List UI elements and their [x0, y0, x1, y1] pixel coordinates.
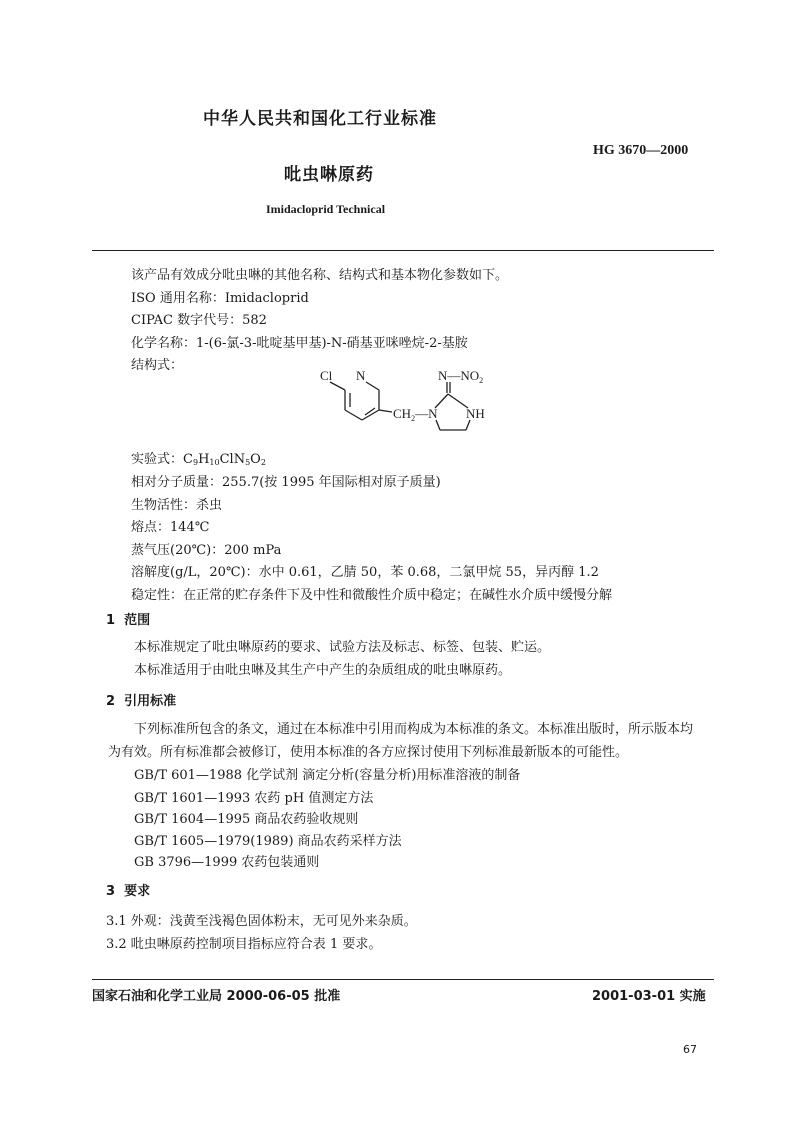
svg-text:N—NO2: [438, 368, 483, 385]
reference-item: GB/T 601—1988 化学试剂 滴定分析(容量分析)用标准溶液的制备: [134, 768, 521, 783]
section-3-heading: [106, 880, 150, 899]
section-2-para-line-1: 下列标准所包含的条文，通过在本标准中引用而构成为本标准的条文。本标准出版时，所示版本均: [134, 722, 694, 737]
chemical-name: 化学名称：1-(6-氯-3-吡啶基甲基)-N-硝基亚咪唑烷-2-基胺: [131, 336, 468, 351]
section-2-number: 2: [106, 694, 116, 709]
section-1-heading: [106, 609, 150, 628]
clause-3-1: 3.1 外观：浅黄至浅褐色固体粉末，无可见外来杂质。: [106, 914, 417, 929]
section-2-para-line-2: 为有效。所有标准都会被修订，使用本标准的各方应探讨使用下列标准最新版本的可能性。: [108, 745, 629, 760]
atom-n-no2: N—NO: [438, 368, 480, 383]
formula-label: 实验式：: [131, 452, 184, 467]
section-1-para-2: 本标准适用于由吡虫啉及其生产中产生的杂质组成的吡虫啉原药。: [134, 663, 512, 678]
intro-lead: 该产品有效成分吡虫啉的其他名称、结构式和基本物化参数如下。: [131, 268, 509, 283]
document-title-cn: 吡虫啉原药: [284, 165, 374, 185]
formula-o-sub: 2: [260, 458, 266, 467]
biological-activity: 生物活性：杀虫: [131, 498, 223, 513]
implementation-date: 2001-03-01 实施: [592, 989, 706, 1004]
vapor-pressure: 蒸气压(20℃)：200 mPa: [131, 543, 282, 558]
cipac-code: CIPAC 数字代号：582: [131, 313, 267, 328]
melting-point: 熔点：144℃: [131, 520, 210, 535]
page-number: 67: [683, 1043, 697, 1056]
formula-n-sub: 5: [245, 458, 251, 467]
clause-3-2: 3.2 吡虫啉原药控制项目指标应符合表 1 要求。: [106, 937, 382, 952]
standard-number: HG 3670—2000: [593, 143, 689, 158]
reference-item: GB 3796—1999 农药包装通则: [134, 855, 320, 870]
molecular-mass: 相对分子质量：255.7(按 1995 年国际相对原子质量): [131, 475, 441, 490]
atom-ch2: CH: [393, 406, 412, 421]
atom-nh: NH: [466, 406, 485, 421]
atom-cl: Cl: [320, 368, 333, 383]
reference-item: GB/T 1605—1979(1989) 商品农药采样方法: [134, 834, 402, 849]
stability: 稳定性：在正常的贮存条件下及中性和微酸性介质中稳定；在碱性水介质中缓慢分解: [131, 588, 613, 603]
approval-statement: 国家石油和化学工业局 2000-06-05 批准: [92, 989, 341, 1004]
section-1-title: 范围: [124, 613, 151, 628]
atom-no2-sub: 2: [479, 376, 484, 385]
footer-rule: [92, 979, 714, 980]
reference-item: GB/T 1601—1993 农药 pH 值测定方法: [134, 791, 374, 806]
formula-c-sub: 9: [192, 458, 199, 467]
solubility: 溶解度(g/L，20℃)：水中 0.61，乙腈 50，苯 0.68，二氯甲烷 55，异丙醇 1.2: [131, 565, 599, 580]
section-2-title: 引用标准: [124, 694, 177, 709]
formula-h: H: [198, 452, 210, 467]
structure-label: 结构式：: [131, 358, 184, 373]
atom-n-ring: N: [356, 368, 366, 383]
structural-formula: [300, 362, 520, 450]
atom-n-link: —N: [415, 406, 438, 421]
header-rule: [92, 250, 714, 251]
section-1-para-1: 本标准规定了吡虫啉原药的要求、试验方法及标志、标签、包装、贮运。: [134, 640, 551, 655]
formula-o: O: [250, 452, 261, 467]
atom-ch2-sub: 2: [411, 414, 416, 423]
formula-cln: ClN: [219, 452, 246, 467]
svg-text:CH2—N: [393, 406, 438, 423]
section-3-title: 要求: [124, 884, 151, 899]
reference-item: GB/T 1604—1995 商品农药验收规则: [134, 812, 359, 827]
formula-c: C: [183, 452, 193, 467]
section-1-number: 1: [106, 613, 116, 628]
empirical-formula: [131, 448, 266, 467]
section-2-heading: [106, 690, 176, 709]
section-3-number: 3: [106, 884, 116, 899]
standard-org: 中华人民共和国化工行业标准: [203, 109, 437, 129]
iso-name: ISO 通用名称：Imidacloprid: [131, 291, 309, 306]
document-title-en: Imidacloprid Technical: [266, 202, 386, 216]
formula-h-sub: 10: [209, 458, 220, 467]
